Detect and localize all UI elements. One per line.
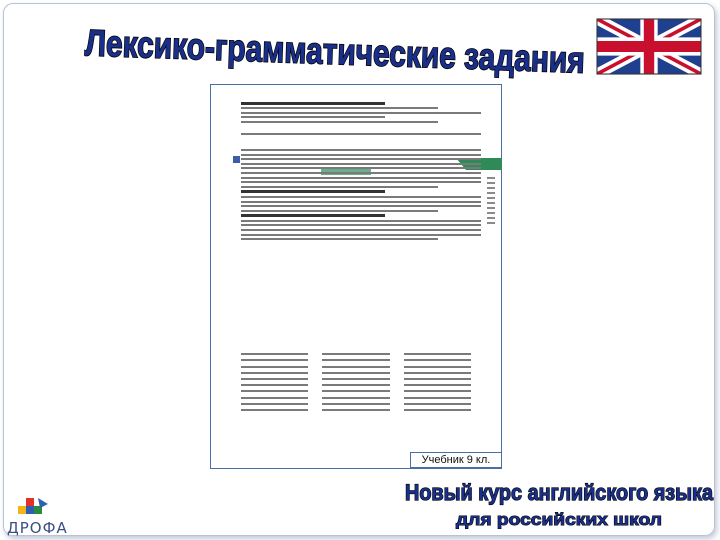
textbook-page-image (210, 84, 502, 469)
uk-flag-icon (597, 19, 701, 74)
course-title-graphic (400, 476, 718, 532)
course-title: Новый курс английского языка (405, 480, 714, 505)
section-side-tab (487, 177, 495, 225)
course-subtitle: для российских школ (456, 510, 662, 529)
answer-options-block (241, 349, 471, 415)
slide-title-graphic (80, 14, 705, 85)
slide-title: Лексико-грамматические задания (84, 22, 705, 85)
task-marker-icon (233, 156, 240, 163)
publisher-name: ДРОФА (7, 519, 68, 537)
page-text-block (241, 99, 481, 243)
textbook-caption: Учебник 9 кл. (410, 452, 502, 468)
